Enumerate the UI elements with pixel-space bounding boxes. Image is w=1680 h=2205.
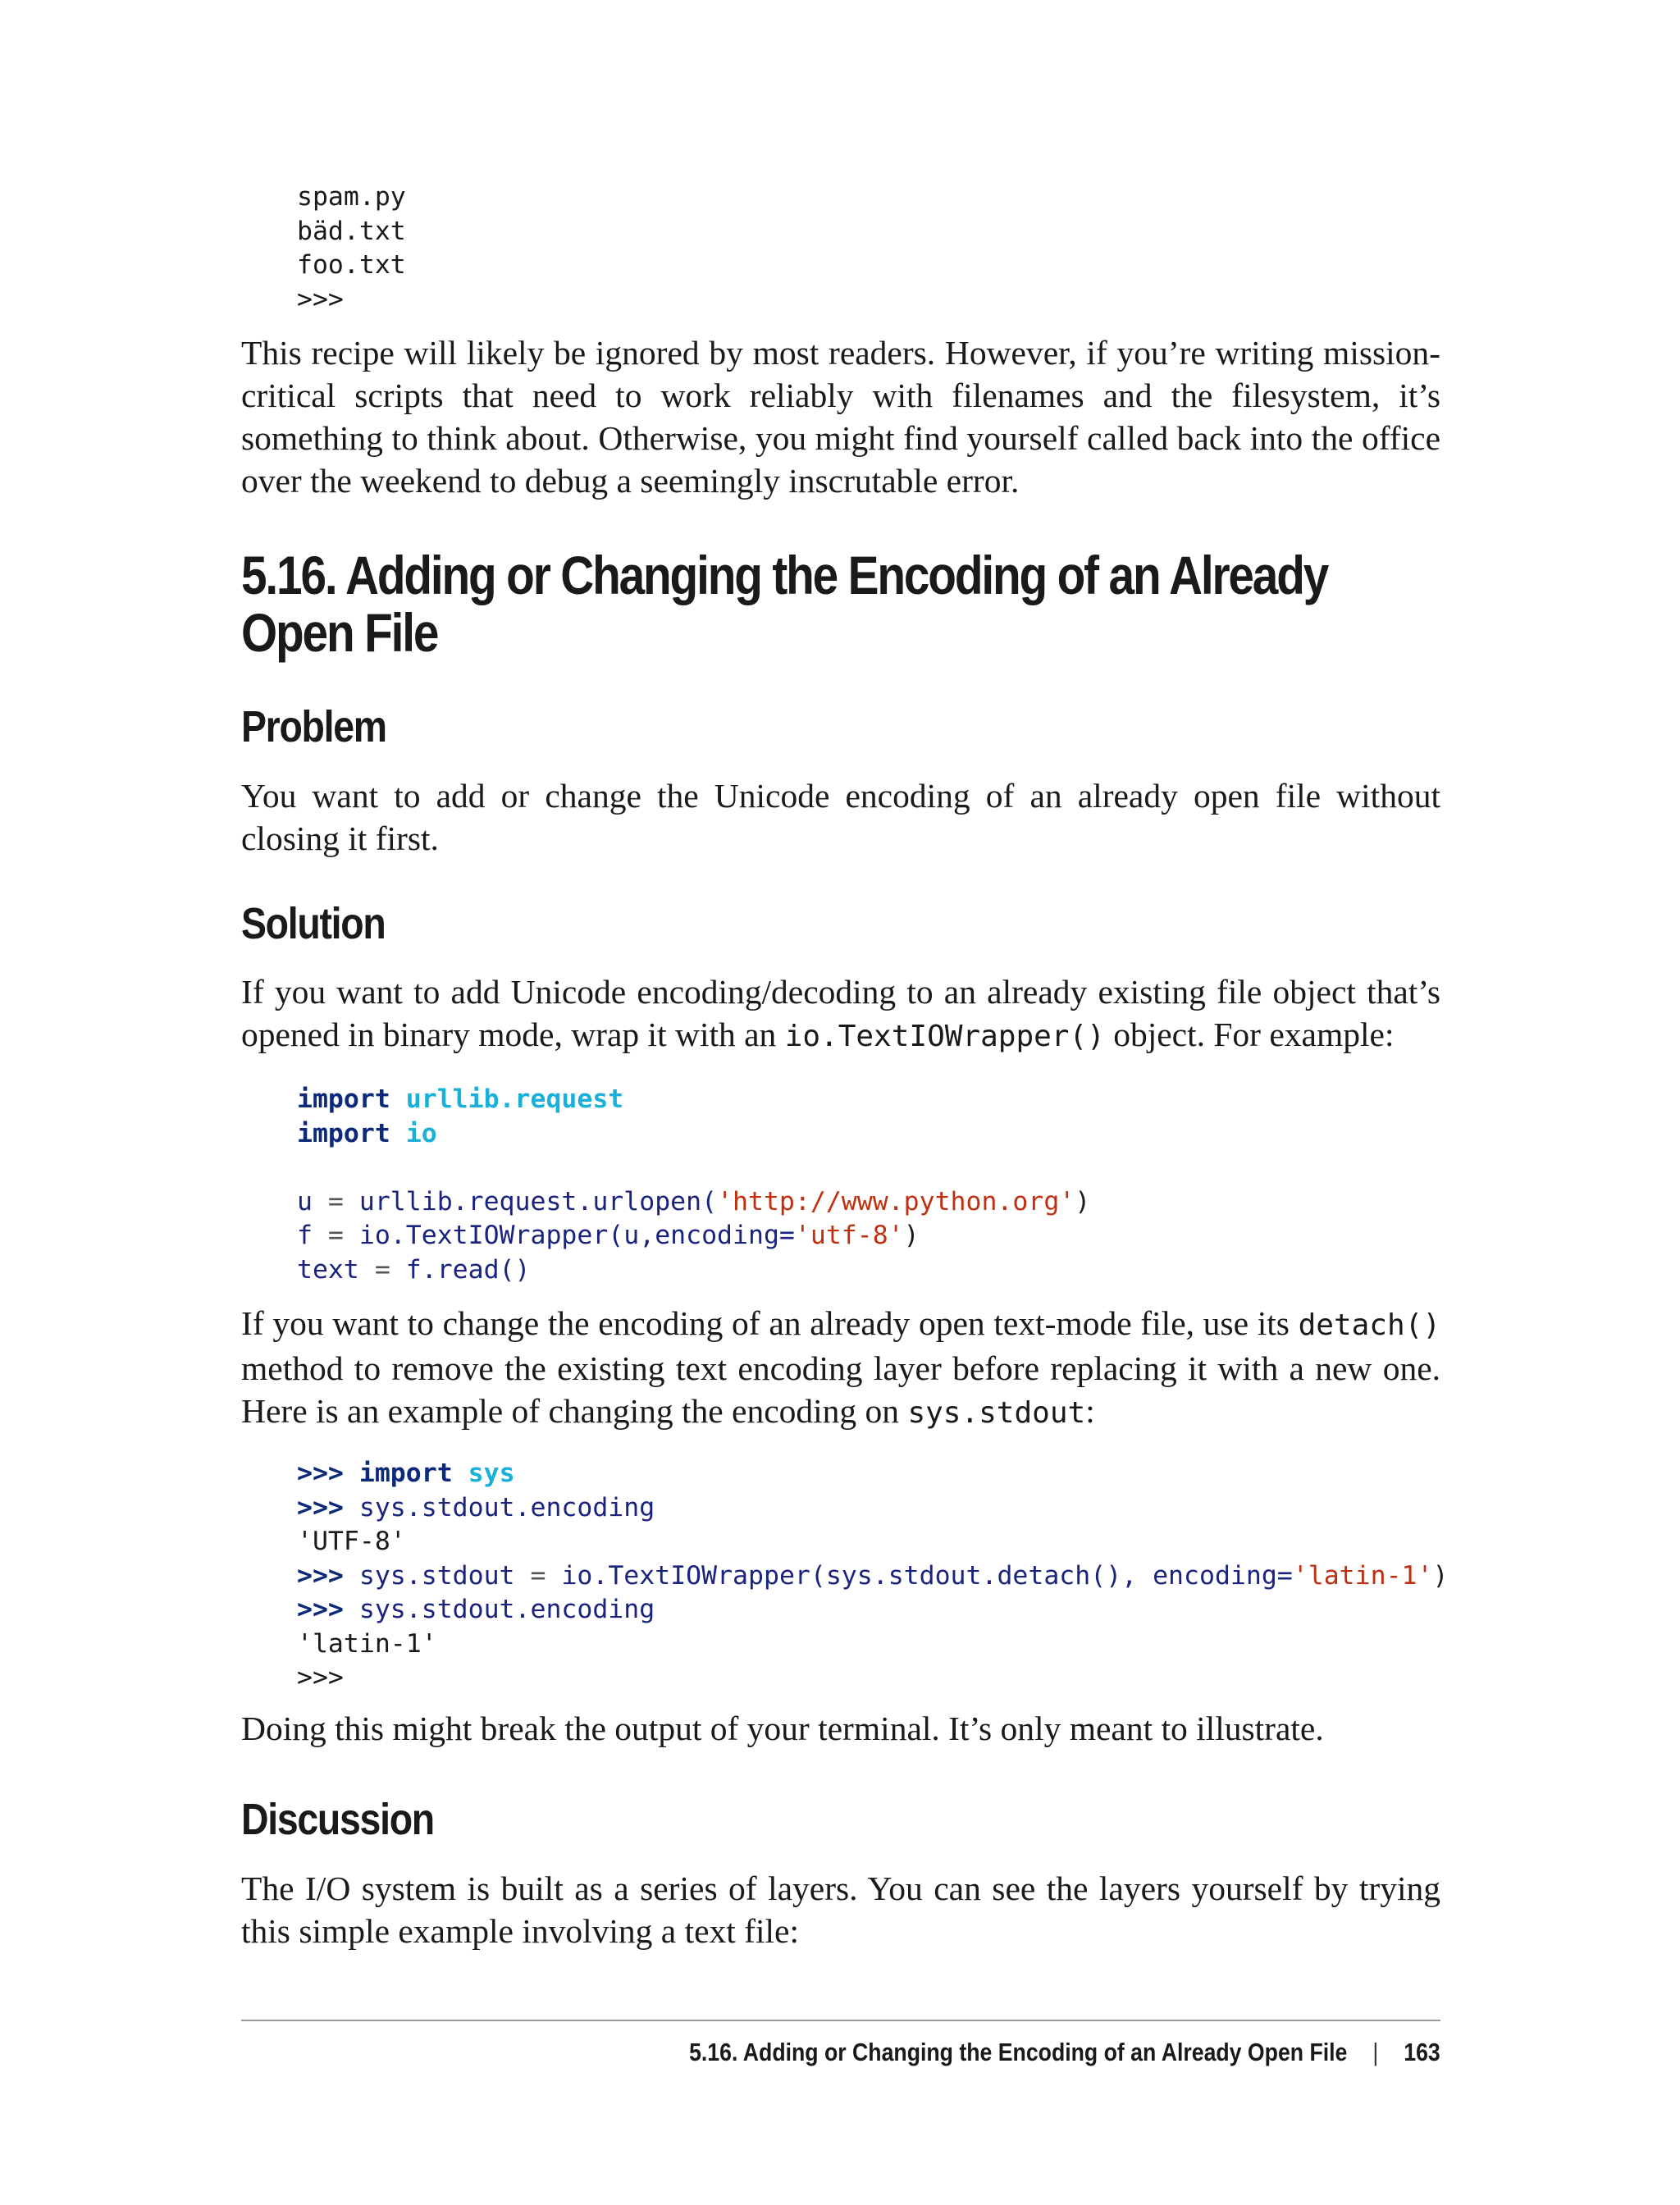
inline-code-detach: detach() — [1298, 1308, 1440, 1342]
code-line: >>> — [297, 1663, 344, 1692]
solution-text-part1: If you want to add Unicode encoding/decoding to an already existing file object that’s opened in binary mode, wrap it with an — [241, 973, 1440, 1053]
code-line: foo.txt — [297, 250, 406, 280]
break-paragraph: Doing this might break the output of your terminal. It’s only meant to illustrate. — [241, 1710, 1324, 1747]
code-output: 'latin-1' — [297, 1628, 437, 1659]
code-output: 'UTF-8' — [297, 1527, 406, 1556]
code-line: >>> — [297, 284, 344, 314]
code-line: import urllib.request — [297, 1084, 624, 1114]
code-line: u = urllib.request.urlopen('http://www.python.org') — [297, 1186, 1091, 1217]
code-line: >>> import sys — [297, 1459, 515, 1488]
footer-running-title: 5.16. Adding or Changing the Encoding of an Already Open File — [689, 2038, 1348, 2066]
page-footer — [689, 2033, 1440, 2072]
discussion-heading: Discussion — [241, 1795, 434, 1844]
inline-code-textiowrapper: io.TextIOWrapper() — [784, 1020, 1105, 1053]
solution-heading: Solution — [241, 899, 386, 948]
chapter-title-line1: 5.16. Adding or Changing the Encoding of an Already — [241, 545, 1328, 605]
inline-code-sys-stdout: sys.stdout — [907, 1396, 1086, 1430]
solution-paragraph — [241, 970, 1440, 1058]
page-number: 163 — [1404, 2038, 1440, 2066]
code-line: >>> sys.stdout.encoding — [297, 1595, 655, 1624]
code-block-example1 — [297, 1083, 1090, 1287]
code-line: >>> sys.stdout.encoding — [297, 1492, 655, 1522]
code-line: text = f.read() — [297, 1254, 531, 1285]
code-line: import io — [297, 1118, 437, 1148]
code-line: f = io.TextIOWrapper(u,encoding='utf-8') — [297, 1221, 920, 1250]
code-line: bäd.txt — [297, 216, 406, 246]
solution-text-part2: object. For example: — [1104, 1016, 1395, 1053]
footer-divider — [241, 2020, 1440, 2021]
discussion-paragraph: The I/O system is built as a series of layers. You can see the layers yourself by trying this simple example involving a text file: — [241, 1869, 1440, 1950]
intro-paragraph: This recipe will likely be ignored by most readers. However, if you’re writing mission-critical scripts that need to work reliably with filenames and the filesystem, it’s something to think about. Otherwise, you might find yourself called back into the office over the weekend to debug a seemingly inscrutable error. — [241, 334, 1440, 500]
detach-paragraph: If you want to change the encoding of an already open text-mode file, use its detach() method to remove the existing text encoding layer before replacing it with a new one. Here is an example of changing the encoding on sys.stdout: — [241, 1304, 1440, 1430]
problem-paragraph: You want to add or change the Unicode encoding of an already open file without closing it first. — [241, 777, 1440, 857]
chapter-title — [241, 546, 1636, 661]
footer-separator: | — [1372, 2038, 1379, 2066]
code-block-file-listing — [297, 180, 406, 317]
code-line: >>> sys.stdout = io.TextIOWrapper(sys.stdout.detach(), encoding='latin-1') — [297, 1560, 1449, 1591]
code-block-example2 — [297, 1457, 1448, 1696]
code-line: spam.py — [297, 182, 406, 212]
chapter-title-line2: Open File — [241, 602, 438, 663]
problem-heading: Problem — [241, 702, 386, 751]
code-line-blank — [297, 1151, 1090, 1185]
